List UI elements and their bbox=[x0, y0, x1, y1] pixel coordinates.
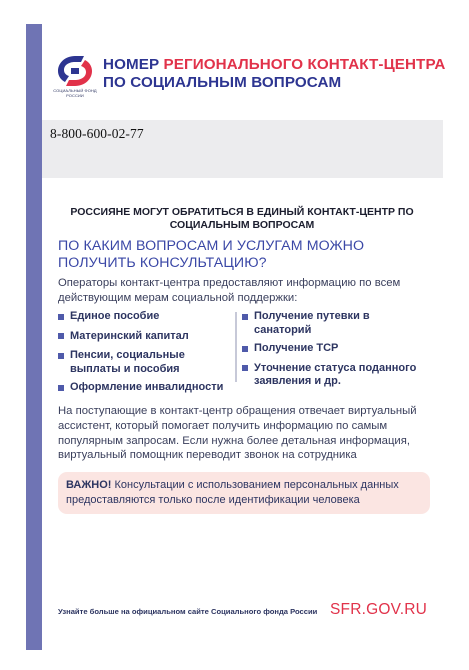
important-label: ВАЖНО! bbox=[66, 479, 112, 491]
service-item: Получение ТСР bbox=[242, 342, 432, 356]
title-part-1: НОМЕР bbox=[103, 56, 160, 73]
service-item: Получение путевки в санаторий bbox=[242, 310, 432, 337]
phone-box bbox=[42, 120, 443, 178]
side-stripe bbox=[26, 24, 42, 650]
services-left-list bbox=[58, 310, 232, 395]
footer-note: Узнайте больше на официальном сайте Социального фонда России bbox=[58, 607, 318, 616]
phone-number[interactable]: 8-800-600-02-77 bbox=[50, 126, 144, 141]
service-item: Пенсии, социальные выплаты и пособия bbox=[58, 349, 232, 376]
title-line-2: ПО СОЦИАЛЬНЫМ ВОПРОСАМ bbox=[103, 74, 342, 91]
service-item: Единое пособие bbox=[58, 310, 232, 324]
bullet-square-icon bbox=[58, 333, 64, 339]
service-item: Материнский капитал bbox=[58, 330, 232, 344]
column-divider bbox=[235, 312, 237, 382]
main-heading: РОССИЯНЕ МОГУТ ОБРАТИТЬСЯ В ЕДИНЫЙ КОНТАКТ-ЦЕНТР ПО СОЦИАЛЬНЫМ ВОПРОСАМ bbox=[70, 206, 414, 231]
important-notice bbox=[58, 472, 430, 514]
body-text: На поступающие в контакт-центр обращения отвечает виртуальный ассистент, который помогает получить информацию по самым популярным запросам. Если нужна более детальная информация, виртуальный помощник переводит звонок на сотрудника bbox=[58, 405, 417, 462]
title-part-2: РЕГИОНАЛЬНОГО КОНТАКТ-ЦЕНТРА bbox=[163, 56, 446, 73]
services-right-list bbox=[242, 310, 432, 389]
bullet-square-icon bbox=[58, 314, 64, 320]
logo-caption: СОЦИАЛЬНЫЙ ФОНД РОССИИ bbox=[53, 88, 97, 98]
page-title bbox=[103, 56, 448, 92]
important-text: Консультации с использованием персональных данных предоставляются только после идентификации человека bbox=[66, 479, 399, 506]
service-item: Оформление инвалидности bbox=[58, 381, 232, 395]
sub-heading: ПО КАКИМ ВОПРОСАМ И УСЛУГАМ МОЖНО ПОЛУЧИТЬ КОНСУЛЬТАЦИЮ? bbox=[58, 238, 365, 271]
bullet-square-icon bbox=[242, 314, 248, 320]
bullet-square-icon bbox=[58, 385, 64, 391]
bullet-square-icon bbox=[242, 365, 248, 371]
service-item: Уточнение статуса поданного заявления и др. bbox=[242, 362, 432, 389]
website-link[interactable]: SFR.GOV.RU bbox=[330, 601, 428, 618]
intro-text: Операторы контакт-центра предоставляют информацию по всем действующим мерам социальной поддержки: bbox=[58, 277, 401, 304]
bullet-square-icon bbox=[58, 353, 64, 359]
bullet-square-icon bbox=[242, 346, 248, 352]
